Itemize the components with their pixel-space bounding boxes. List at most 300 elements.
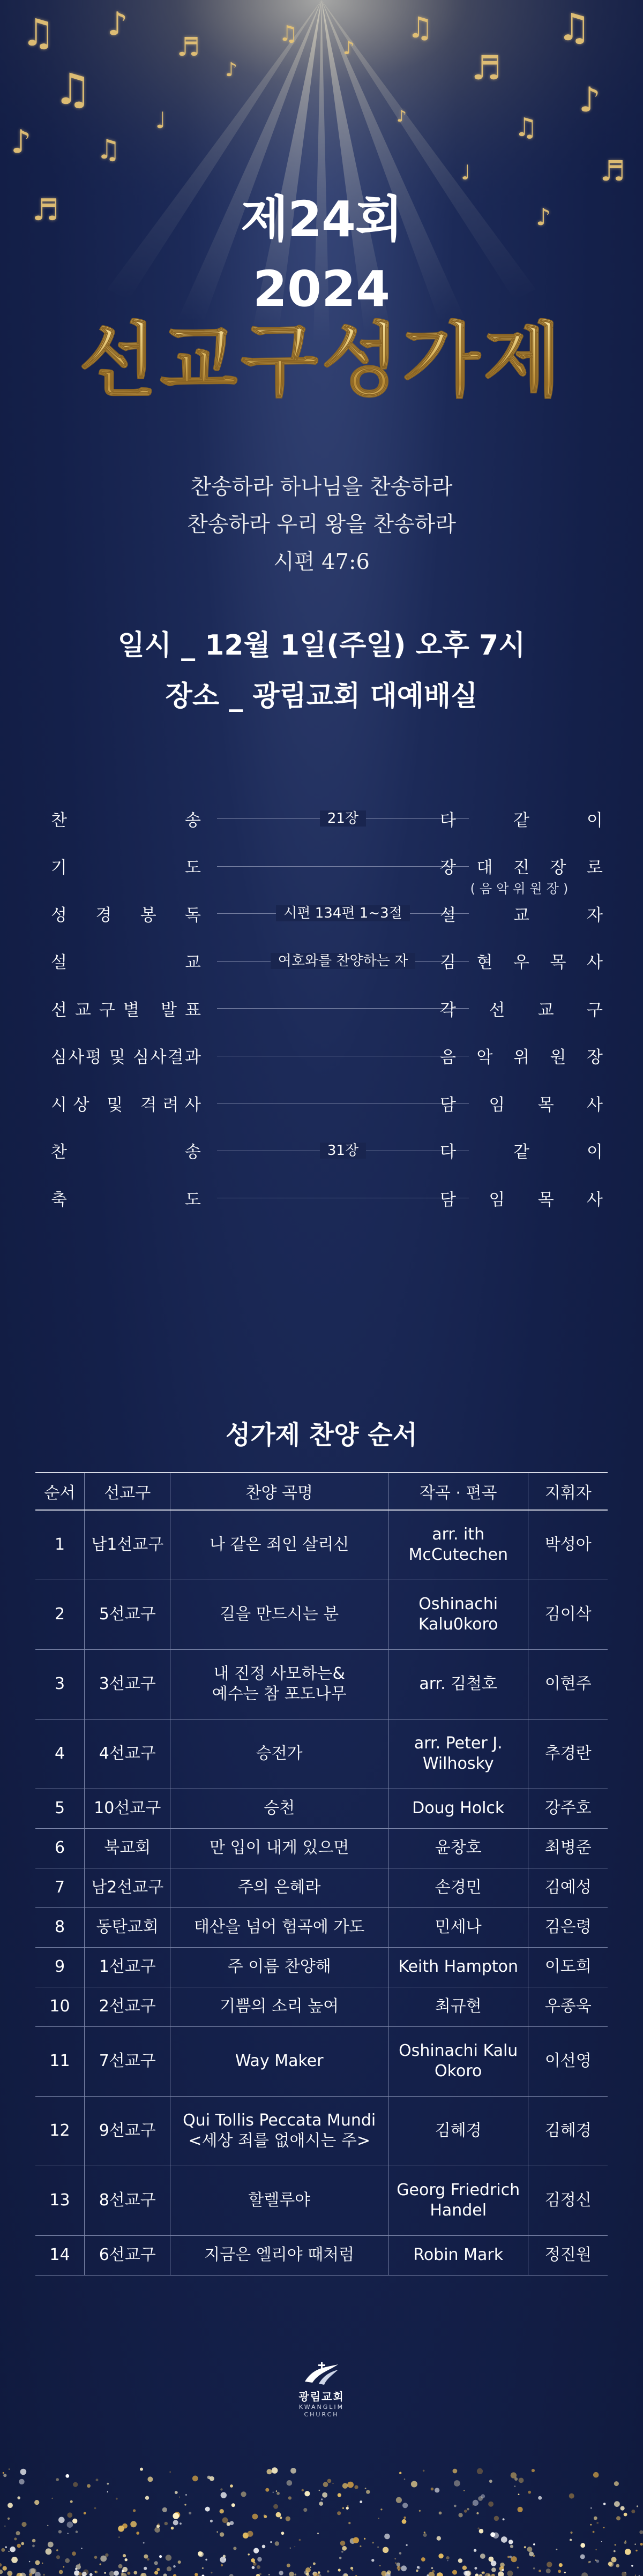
program-char: 교 bbox=[537, 1000, 554, 1020]
glitter-dot bbox=[162, 2507, 167, 2512]
glitter-dot bbox=[34, 2500, 39, 2505]
glitter-dot bbox=[423, 2470, 425, 2472]
program-char: 로 bbox=[587, 858, 603, 877]
glitter-dot bbox=[558, 2570, 561, 2573]
glitter-dot bbox=[133, 2509, 136, 2512]
song-composer: Robin Mark bbox=[388, 2235, 528, 2275]
glitter-dot bbox=[47, 2525, 48, 2526]
glitter-dot bbox=[453, 2469, 458, 2474]
program-item-title bbox=[51, 902, 201, 925]
music-note-icon: ♪ bbox=[536, 204, 551, 231]
glitter-dot bbox=[46, 2548, 52, 2555]
glitter-dot bbox=[94, 2507, 96, 2510]
table-row bbox=[35, 1868, 608, 1907]
program-item-title bbox=[51, 1186, 201, 1210]
program-char: 교 bbox=[513, 905, 529, 925]
table-row bbox=[35, 1789, 608, 1828]
glitter-dot bbox=[608, 2562, 614, 2567]
glitter-dot bbox=[262, 2545, 266, 2549]
program-item-title bbox=[51, 807, 201, 830]
glitter-dot bbox=[384, 2534, 390, 2540]
glitter-dot bbox=[122, 2567, 128, 2572]
program-char: 시 bbox=[51, 1095, 67, 1115]
program-char: 구 bbox=[587, 1000, 603, 1020]
program-item-detail bbox=[217, 949, 469, 973]
music-note-icon: ♬ bbox=[177, 32, 200, 62]
church-logo-icon bbox=[303, 2362, 340, 2386]
glitter-dot bbox=[380, 2509, 382, 2510]
music-note-icon: ♫ bbox=[557, 5, 591, 49]
glitter-dot bbox=[364, 2538, 365, 2540]
program-item-person bbox=[440, 1139, 603, 1162]
glitter-dot bbox=[467, 2508, 469, 2511]
glitter-dot bbox=[1, 2548, 5, 2552]
program-char: 구 bbox=[99, 1000, 115, 1020]
glitter-dot bbox=[35, 2560, 40, 2565]
glitter-dot bbox=[144, 2555, 148, 2559]
glitter-dot bbox=[144, 2567, 147, 2570]
glitter-dot bbox=[72, 2551, 76, 2556]
glitter-dot bbox=[458, 2558, 462, 2563]
glitter-dot bbox=[16, 2531, 20, 2535]
glitter-dot bbox=[634, 2544, 635, 2545]
glitter-dot bbox=[56, 2549, 58, 2551]
glitter-dot bbox=[253, 2548, 259, 2554]
glitter-dot bbox=[366, 2490, 370, 2494]
program-char: 축 bbox=[51, 1190, 67, 1210]
glitter-dot bbox=[379, 2565, 380, 2566]
glitter-dot bbox=[29, 2561, 31, 2563]
glitter-dot bbox=[265, 2488, 269, 2492]
glitter-dot bbox=[287, 2480, 293, 2486]
header-composer: 작곡 · 편곡 bbox=[388, 1473, 528, 1510]
song-district: 1선교구 bbox=[85, 1947, 170, 1987]
program-item-detail-text: 여호와를 찬양하는 자 bbox=[271, 953, 416, 969]
glitter-dot bbox=[202, 2567, 204, 2569]
glitter-dot bbox=[43, 2574, 45, 2576]
song-conductor: 김이삭 bbox=[528, 1580, 608, 1649]
glitter-dot bbox=[51, 2498, 53, 2499]
glitter-dot bbox=[514, 2485, 516, 2487]
glitter-dot bbox=[624, 2513, 627, 2517]
song-district: 2선교구 bbox=[85, 1987, 170, 2026]
table-row bbox=[35, 1580, 608, 1649]
glitter-dot bbox=[340, 2541, 346, 2546]
glitter-dot bbox=[518, 2507, 523, 2512]
glitter-dot bbox=[347, 2505, 348, 2507]
song-order: 2 bbox=[35, 1580, 85, 1649]
glitter-dot bbox=[431, 2488, 434, 2491]
program-char: 격 bbox=[140, 1095, 157, 1115]
glitter-dot bbox=[635, 2550, 638, 2552]
glitter-dot bbox=[216, 2532, 218, 2533]
glitter-dot bbox=[275, 2541, 279, 2545]
glitter-dot bbox=[341, 2551, 343, 2553]
glitter-dot bbox=[270, 2541, 272, 2543]
glitter-dot bbox=[221, 2564, 223, 2566]
program-item-person bbox=[440, 1044, 603, 1068]
glitter-dot bbox=[21, 2542, 24, 2545]
glitter-dot bbox=[327, 2479, 332, 2483]
glitter-dot bbox=[596, 2522, 599, 2524]
program-item-person bbox=[440, 996, 603, 1020]
glitter-dot bbox=[273, 2504, 278, 2509]
glitter-dot bbox=[507, 2571, 513, 2576]
glitter-dot bbox=[615, 2544, 617, 2546]
song-composer: 김혜경 bbox=[388, 2096, 528, 2166]
glitter-dot bbox=[171, 2527, 174, 2530]
song-district: 7선교구 bbox=[85, 2026, 170, 2096]
program-char: 기 bbox=[51, 858, 67, 877]
glitter-dot bbox=[220, 2557, 226, 2563]
program-char: 결 bbox=[167, 1048, 184, 1067]
song-conductor: 김은령 bbox=[528, 1907, 608, 1947]
program-char: 평 bbox=[85, 1048, 102, 1067]
program-char: 담 bbox=[440, 1190, 456, 1210]
glitter-dot bbox=[288, 2496, 291, 2499]
program-char: 같 bbox=[513, 810, 529, 830]
program-char: 목 bbox=[537, 1190, 554, 1210]
table-row bbox=[35, 1828, 608, 1868]
verse-reference: 시편 47:6 bbox=[273, 550, 370, 574]
glitter-dot bbox=[109, 2571, 115, 2576]
program-item bbox=[51, 949, 603, 981]
glitter-dot bbox=[17, 2496, 20, 2499]
glitter-dot bbox=[640, 2543, 643, 2545]
music-note-icon: ♫ bbox=[279, 21, 298, 46]
glitter-dot bbox=[317, 2533, 319, 2534]
glitter-dot bbox=[65, 2474, 69, 2478]
music-note-icon: ♪ bbox=[11, 123, 32, 161]
song-order: 4 bbox=[35, 1719, 85, 1789]
glitter-dot bbox=[332, 2483, 333, 2484]
song-order: 1 bbox=[35, 1510, 85, 1580]
glitter-dot bbox=[346, 2507, 349, 2510]
program-item-person bbox=[440, 807, 603, 830]
glitter-dot bbox=[65, 2558, 70, 2563]
program-char: 사 bbox=[587, 953, 603, 972]
music-note-icon: ♬ bbox=[32, 193, 59, 228]
glitter-dot bbox=[342, 2507, 344, 2509]
songs-table bbox=[35, 1472, 608, 2275]
glitter-dot bbox=[616, 2516, 620, 2520]
glitter-dot bbox=[175, 2491, 178, 2494]
glitter-dot bbox=[230, 2521, 234, 2525]
song-district: 동탄교회 bbox=[85, 1907, 170, 1947]
song-title: 길을 만드시는 분 bbox=[170, 1580, 388, 1649]
glitter-dot bbox=[10, 2547, 16, 2552]
glitter-dot bbox=[322, 2492, 327, 2498]
glitter-dot bbox=[290, 2548, 291, 2549]
song-title: 지금은 엘리야 때처럼 bbox=[170, 2235, 388, 2275]
program-char: 진 bbox=[513, 858, 529, 877]
glitter-dot bbox=[276, 2492, 280, 2495]
song-conductor: 추경란 bbox=[528, 1719, 608, 1789]
glitter-dot bbox=[156, 2568, 160, 2571]
program-char: 및 bbox=[107, 1095, 123, 1115]
program-char: 사 bbox=[68, 1048, 85, 1067]
program-char: 임 bbox=[489, 1190, 505, 1210]
program-char: 송 bbox=[185, 1143, 201, 1162]
song-order: 12 bbox=[35, 2096, 85, 2166]
glitter-dot bbox=[107, 2491, 108, 2492]
program-char bbox=[129, 1093, 134, 1113]
program-char: 도 bbox=[185, 1190, 201, 1210]
table-row bbox=[35, 2096, 608, 2166]
glitter-dot bbox=[230, 2484, 233, 2488]
glitter-dot bbox=[32, 2539, 36, 2543]
glitter-dot bbox=[603, 2503, 606, 2505]
verse-line-2: 찬송하라 우리 왕을 찬송하라 bbox=[187, 512, 456, 537]
glitter-dot bbox=[519, 2478, 524, 2483]
glitter-dot bbox=[589, 2561, 591, 2563]
music-note-icon: ♩ bbox=[155, 107, 166, 133]
program-char: 사 bbox=[587, 1095, 603, 1115]
song-order: 7 bbox=[35, 1868, 85, 1907]
glitter-dot bbox=[377, 2547, 379, 2548]
glitter-dot bbox=[3, 2474, 6, 2477]
glitter-dot bbox=[569, 2494, 574, 2499]
song-order: 10 bbox=[35, 1987, 85, 2026]
program-char: 선 bbox=[489, 1000, 505, 1020]
glitter-dot bbox=[580, 2554, 585, 2559]
song-title: Qui Tollis Peccata Mundi <세상 죄를 없애시는 주> bbox=[170, 2096, 388, 2166]
glitter-dot bbox=[616, 2564, 619, 2567]
glitter-dot bbox=[247, 2531, 253, 2537]
program-item-person-role: (음악위원장) bbox=[470, 881, 573, 896]
song-title: 주 이름 찬양해 bbox=[170, 1947, 388, 1987]
glitter-dot bbox=[5, 2546, 7, 2548]
glitter-dot bbox=[452, 2570, 457, 2575]
program-char: 자 bbox=[587, 905, 603, 925]
program-char: 목 bbox=[537, 1095, 554, 1115]
glitter-dot bbox=[158, 2524, 160, 2526]
program-char: 경 bbox=[95, 905, 112, 925]
program-char: 위 bbox=[513, 1048, 529, 1067]
program-item-person bbox=[440, 1186, 603, 1210]
music-note-icon: ♬ bbox=[600, 155, 625, 187]
header-song: 찬양 곡명 bbox=[170, 1473, 388, 1510]
glitter-dot bbox=[463, 2490, 465, 2491]
church-logo-name: 광림교회 bbox=[298, 2390, 345, 2403]
program-char: 음 bbox=[440, 1048, 456, 1067]
program-item-person bbox=[440, 902, 603, 925]
glitter-dot bbox=[116, 2498, 118, 2500]
program-char: 김 bbox=[440, 953, 456, 972]
glitter-dot bbox=[417, 2566, 421, 2570]
glitter-dot bbox=[342, 2483, 348, 2489]
glitter-dot bbox=[48, 2542, 54, 2548]
glitter-dot bbox=[590, 2507, 592, 2509]
song-title: 만 입이 내게 있으면 bbox=[170, 1828, 388, 1868]
glitter-dot bbox=[210, 2476, 214, 2481]
event-datetime: 일시 _ 12월 1일(주일) 오후 7시 bbox=[117, 629, 526, 662]
program-leader-line bbox=[217, 1008, 469, 1009]
glitter-dot bbox=[338, 2569, 341, 2571]
glitter-dot bbox=[494, 2516, 499, 2521]
program-char: 발 bbox=[160, 1000, 177, 1020]
song-composer: 민세나 bbox=[388, 1907, 528, 1947]
glitter-dot bbox=[431, 2567, 433, 2569]
program-char: 선 bbox=[51, 1000, 67, 1020]
music-note-icon: ♪ bbox=[579, 80, 601, 120]
music-note-icon: ♪ bbox=[107, 5, 128, 43]
glitter-dot bbox=[564, 2572, 566, 2573]
program-char bbox=[95, 1093, 101, 1113]
program-char: 도 bbox=[185, 858, 201, 877]
program-char: 사 bbox=[184, 1095, 201, 1115]
glitter-dot bbox=[167, 2566, 171, 2571]
table-header-row bbox=[35, 1473, 608, 1510]
program-item bbox=[51, 1091, 603, 1123]
glitter-dot bbox=[73, 2482, 78, 2487]
program-char: 같 bbox=[513, 1143, 529, 1162]
song-composer: arr. ith McCutechen bbox=[388, 1510, 528, 1580]
glitter-dot bbox=[556, 2549, 557, 2550]
program-char: 설 bbox=[440, 905, 456, 925]
glitter-dot bbox=[257, 2557, 262, 2562]
glitter-dot bbox=[114, 2571, 119, 2576]
song-order: 9 bbox=[35, 1947, 85, 1987]
glitter-dot bbox=[319, 2502, 323, 2506]
glitter-dot bbox=[118, 2526, 124, 2532]
song-title: 주의 은혜라 bbox=[170, 1868, 388, 1907]
glitter-dot bbox=[210, 2520, 213, 2522]
glitter-dot bbox=[459, 2513, 463, 2517]
program-item bbox=[51, 854, 603, 896]
glitter-dot bbox=[63, 2566, 65, 2568]
program-item bbox=[51, 1186, 603, 1218]
song-order: 5 bbox=[35, 1789, 85, 1828]
song-district: 8선교구 bbox=[85, 2166, 170, 2235]
glitter-decoration bbox=[0, 2443, 643, 2576]
glitter-dot bbox=[474, 2549, 476, 2552]
glitter-dot bbox=[387, 2570, 391, 2574]
glitter-dot bbox=[173, 2574, 176, 2576]
glitter-dot bbox=[189, 2512, 191, 2514]
table-row bbox=[35, 2026, 608, 2096]
program-char: 심 bbox=[133, 1048, 149, 1067]
glitter-dot bbox=[58, 2517, 65, 2524]
program-item-person bbox=[440, 949, 603, 973]
glitter-dot bbox=[454, 2505, 457, 2507]
glitter-dot bbox=[154, 2571, 158, 2574]
glitter-dot bbox=[354, 2485, 358, 2489]
glitter-dot bbox=[517, 2567, 519, 2569]
glitter-dot bbox=[289, 2572, 294, 2576]
song-conductor: 박성아 bbox=[528, 1510, 608, 1580]
glitter-dot bbox=[76, 2564, 81, 2570]
glitter-dot bbox=[252, 2566, 255, 2569]
glitter-dot bbox=[302, 2489, 304, 2491]
festival-title-text: 선교구성가제 bbox=[79, 316, 564, 407]
music-note-icon: ♫ bbox=[54, 64, 92, 114]
glitter-dot bbox=[222, 2517, 228, 2523]
glitter-dot bbox=[421, 2557, 425, 2562]
glitter-dot bbox=[491, 2567, 496, 2572]
program-char: 교 bbox=[75, 1000, 91, 1020]
glitter-dot bbox=[303, 2508, 307, 2512]
glitter-dot bbox=[476, 2512, 478, 2514]
glitter-dot bbox=[593, 2531, 595, 2533]
song-conductor: 김정신 bbox=[528, 2166, 608, 2235]
glitter-dot bbox=[507, 2556, 510, 2558]
program-char: 임 bbox=[489, 1095, 505, 1115]
song-conductor: 이선영 bbox=[528, 2026, 608, 2096]
program-item-title bbox=[51, 996, 201, 1020]
glitter-dot bbox=[538, 2496, 542, 2500]
program-char: 장 bbox=[550, 858, 566, 877]
glitter-dot bbox=[118, 2536, 120, 2538]
glitter-dot bbox=[360, 2500, 362, 2503]
glitter-dot bbox=[614, 2501, 620, 2507]
song-composer: arr. Peter J. Wilhosky bbox=[388, 1719, 528, 1789]
glitter-dot bbox=[105, 2554, 108, 2557]
glitter-dot bbox=[3, 2566, 7, 2571]
glitter-dot bbox=[438, 2554, 443, 2558]
glitter-dot bbox=[447, 2560, 448, 2561]
song-district: 5선교구 bbox=[85, 1580, 170, 1649]
edition-title: 제24회 bbox=[241, 191, 402, 248]
program-item-title bbox=[51, 949, 201, 973]
music-note-icon: ♪ bbox=[225, 59, 237, 81]
program-char: 이 bbox=[587, 810, 603, 830]
glitter-dot bbox=[20, 2469, 27, 2475]
glitter-dot bbox=[524, 2546, 526, 2548]
program-char: 상 bbox=[73, 1095, 89, 1115]
glitter-dot bbox=[509, 2540, 513, 2544]
glitter-dot bbox=[338, 2493, 341, 2497]
table-row bbox=[35, 1719, 608, 1789]
music-note-icon: ♫ bbox=[514, 112, 538, 142]
song-order: 14 bbox=[35, 2235, 85, 2275]
program-char: 심 bbox=[51, 1048, 67, 1067]
glitter-dot bbox=[179, 2497, 180, 2498]
song-district: 남2선교구 bbox=[85, 1868, 170, 1907]
glitter-dot bbox=[529, 2551, 534, 2556]
glitter-dot bbox=[95, 2571, 98, 2573]
table-row bbox=[35, 1649, 608, 1719]
year-title: 2024 bbox=[252, 260, 391, 318]
glitter-dot bbox=[631, 2510, 635, 2513]
glitter-dot bbox=[72, 2519, 77, 2524]
glitter-dot bbox=[198, 2551, 203, 2556]
glitter-dot bbox=[532, 2469, 535, 2472]
program-char: 찬 bbox=[51, 1143, 67, 1162]
glitter-dot bbox=[639, 2530, 643, 2534]
program-char: 우 bbox=[513, 953, 529, 972]
song-title: Way Maker bbox=[170, 2026, 388, 2096]
glitter-dot bbox=[205, 2559, 207, 2561]
glitter-dot bbox=[154, 2561, 158, 2565]
program-char: 별 bbox=[123, 1000, 139, 1020]
song-conductor: 이현주 bbox=[528, 1649, 608, 1719]
glitter-dot bbox=[491, 2560, 497, 2566]
glitter-dot bbox=[511, 2472, 517, 2478]
glitter-dot bbox=[268, 2574, 270, 2575]
glitter-dot bbox=[479, 2574, 483, 2576]
glitter-dot bbox=[435, 2488, 439, 2492]
song-order: 6 bbox=[35, 1828, 85, 1868]
glitter-dot bbox=[625, 2541, 626, 2542]
program-char: 담 bbox=[440, 1095, 456, 1115]
glitter-dot bbox=[402, 2503, 408, 2508]
glitter-dot bbox=[178, 2560, 181, 2564]
glitter-dot bbox=[394, 2558, 396, 2559]
header-conductor: 지휘자 bbox=[528, 1473, 608, 1510]
table-row bbox=[35, 2235, 608, 2275]
song-title: 승전가 bbox=[170, 1719, 388, 1789]
